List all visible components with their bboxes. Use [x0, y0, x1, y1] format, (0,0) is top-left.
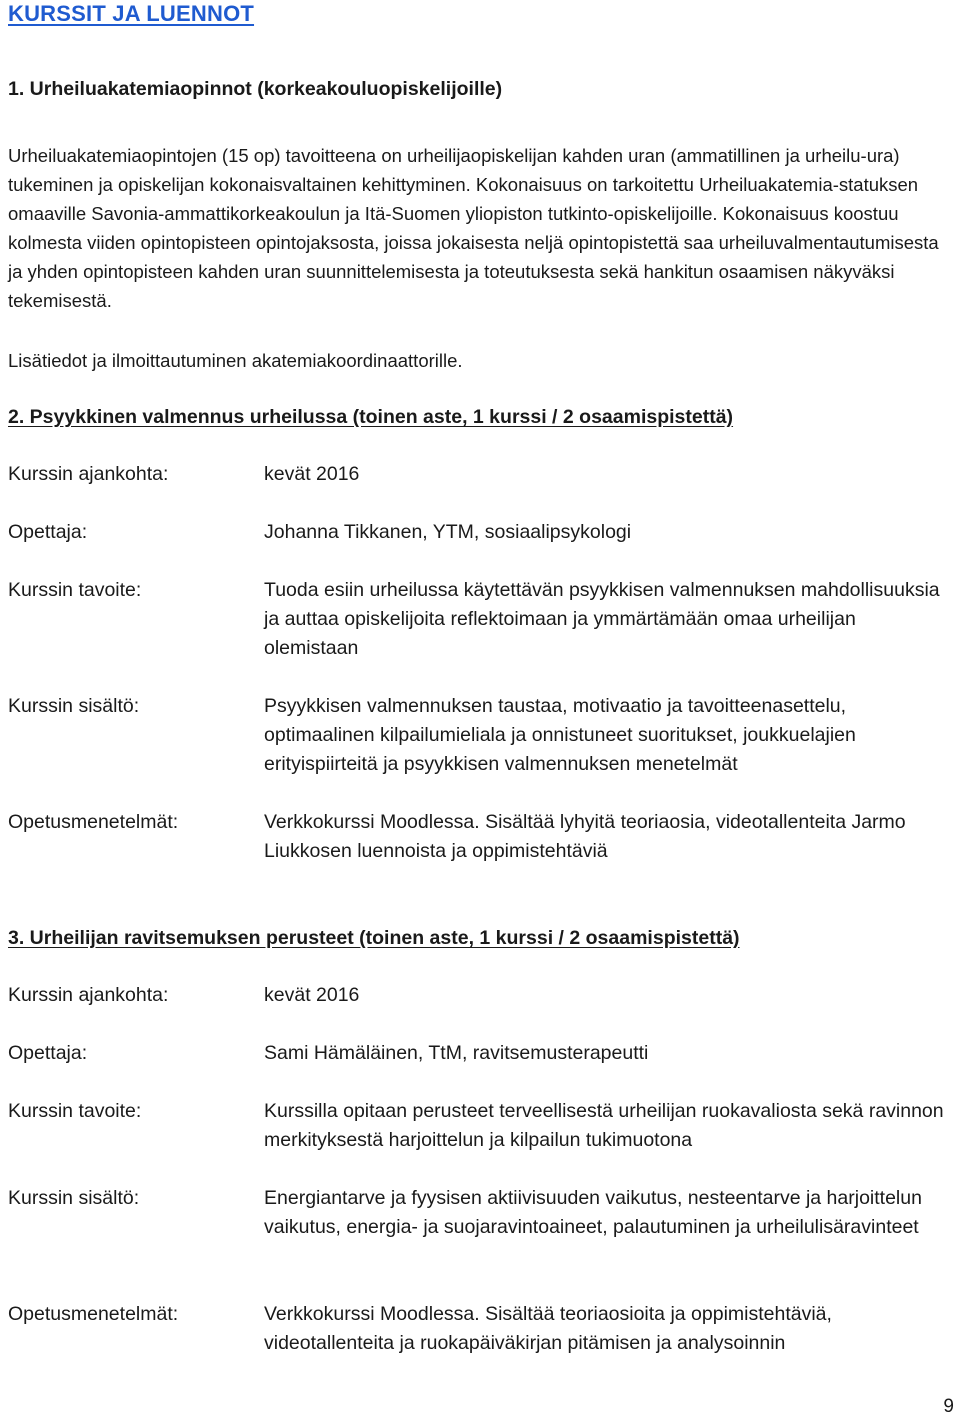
section-nutrition-basics: [8, 924, 954, 952]
timing-label: Kurssin ajankohta:: [8, 463, 169, 485]
goal-value: Kurssilla opitaan perusteet terveellisestä urheilijan ruokavaliosta sekä ravinnon merkityksestä harjoittelun ja kilpailun tukimuotona: [264, 1100, 944, 1151]
method-value: Verkkokurssi Moodlessa. Sisältää teoriaosioita ja oppimistehtäviä, videotallenteita ja ruokapäiväkirjan pitämisen ja analysoinnin: [264, 1303, 832, 1354]
contact-note: Lisätiedot ja ilmoittautuminen akatemiakoordinaattorille.: [8, 350, 463, 371]
content-label: Kurssin sisältö:: [8, 695, 140, 717]
goal-value: Tuoda esiin urheilussa käytettävän psyykkisen valmennuksen mahdollisuuksia ja auttaa opiskelijoita reflektoimaan ja ymmärtämään omaa urheilijan olemistaan: [264, 579, 940, 659]
timing-value: kevät 2016: [264, 463, 360, 485]
section-psychological-coaching: [8, 403, 954, 431]
timing-value: kevät 2016: [264, 984, 360, 1006]
goal-label: Kurssin tavoite:: [8, 579, 142, 601]
section-paragraph: Urheiluakatemiaopintojen (15 op) tavoitteena on urheilijaopiskelijan kahden uran (ammatillinen ja urheilu-ura) tukeminen ja opiskelijan kokonaisvaltainen kehittyminen. Kokonaisuus on tarkoitettu Urheiluakatemia-statuksen omaaville Savonia-ammattikorkeakoulun ja Itä-Suomen yliopiston tutkinto-opiskelijoille. Kokonaisuus koostuu kolmesta viiden opintopisteen opintojaksosta, joissa jokaisesta neljä opintopistettä saa urheiluvalmentautumisesta ja yhden opintopisteen kahden uran suunnittelemisesta ja toteutuksesta sekä hankitun osaamisen näkyväksi tekemisestä.: [8, 145, 939, 311]
course-heading: 3. Urheilijan ravitsemuksen perusteet (toinen aste, 1 kurssi / 2 osaamispistettä): [8, 927, 740, 949]
section-academy-note: [8, 346, 954, 375]
content-value: Energiantarve ja fyysisen aktiivisuuden vaikutus, nesteentarve ja harjoittelun vaikutus, energia- ja suojaravintoaineet, palautuminen ja urheilulisäravinteet: [264, 1187, 922, 1238]
method-label: Opetusmenetelmät:: [8, 1303, 179, 1325]
section-heading: 1. Urheiluakatemiaopinnot (korkeakouluopiskelijoille): [8, 78, 503, 100]
teacher-value: Johanna Tikkanen, YTM, sosiaalipsykologi: [264, 521, 632, 543]
timing-label: Kurssin ajankohta:: [8, 984, 169, 1006]
goal-label: Kurssin tavoite:: [8, 1100, 142, 1122]
content-value: Psyykkisen valmennuksen taustaa, motivaatio ja tavoitteenasettelu, optimaalinen kilpailumieliala ja onnistuneet suoritukset, joukkuelajien erityispiirteitä ja psyykkisen valmennuksen menetelmät: [264, 695, 856, 775]
section-academy-studies: [8, 75, 954, 103]
document-title: KURSSIT JA LUENNOT: [8, 1, 255, 26]
teacher-value: Sami Hämäläinen, TtM, ravitsemusterapeutti: [264, 1042, 649, 1064]
section-academy-description: [8, 141, 954, 315]
method-label: Opetusmenetelmät:: [8, 811, 179, 833]
teacher-label: Opettaja:: [8, 521, 88, 543]
page-number: 9: [943, 1396, 954, 1417]
method-value: Verkkokurssi Moodlessa. Sisältää lyhyitä teoriaosia, videotallenteita Jarmo Liukkosen luennoista ja oppimistehtäviä: [264, 811, 906, 862]
course-heading: 2. Psyykkinen valmennus urheilussa (toinen aste, 1 kurssi / 2 osaamispistettä): [8, 406, 734, 428]
content-label: Kurssin sisältö:: [8, 1187, 140, 1209]
teacher-label: Opettaja:: [8, 1042, 88, 1064]
